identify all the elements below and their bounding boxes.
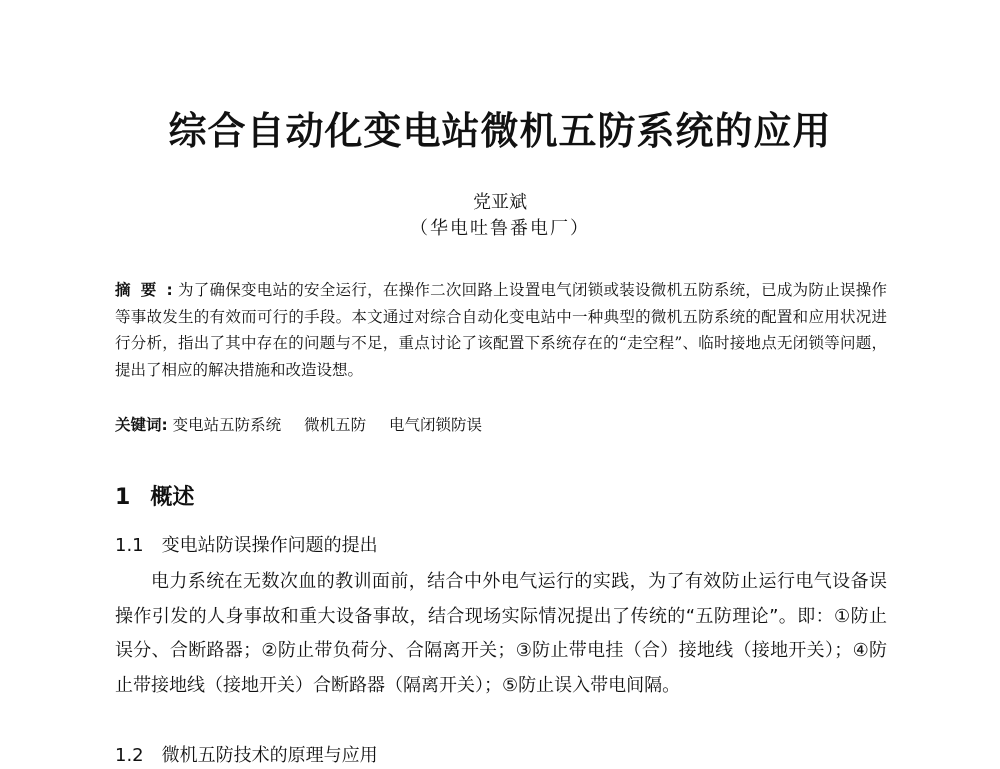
abstract-text: 为了确保变电站的安全运行，在操作二次回路上设置电气闭锁或装设微机五防系统，已成为防止误操作等事故发生的有效而可行的手段。本文通过对综合自动化变电站中一种典型的微机五防系统的配置和应用状况进行分析，指出了其中存在的问题与不足，重点讨论了该配置下系统存在的“走空程”、临时接地点无闭锁等问题，提出了相应的解决措施和改造设想。 bbox=[115, 281, 887, 379]
body-paragraph: 电力系统在无数次血的教训面前，结合中外电气运行的实践，为了有效防止运行电气设备误操作引发的人身事故和重大设备事故，结合现场实际情况提出了传统的“五防理论”。即：①防止误分、合断路器；②防止带负荷分、合隔离开关；③防止带电挂（合）接地线（接地开关）；④防止带接地线（接地开关）合断路器（隔离开关）；⑤防止误入带电间隔。 bbox=[115, 571, 887, 696]
subsection-number: 1.1 bbox=[115, 535, 144, 556]
keywords bbox=[115, 412, 887, 438]
section-number: 1 bbox=[115, 485, 131, 510]
keywords-label: 关键词: bbox=[115, 416, 168, 434]
keyword-item: 电气闭锁防误 bbox=[389, 416, 483, 434]
subsection-title: 变电站防误操作问题的提出 bbox=[161, 535, 378, 556]
paper-title: 综合自动化变电站微机五防系统的应用 bbox=[168, 109, 832, 153]
abstract-label: 摘要 bbox=[115, 281, 167, 299]
keyword-item: 微机五防 bbox=[304, 416, 367, 434]
abstract bbox=[115, 277, 887, 383]
subsection-heading-1-2 bbox=[115, 743, 378, 769]
section-heading-1 bbox=[115, 482, 194, 514]
author-name: 党亚斌 bbox=[473, 192, 527, 213]
subsection-title: 微机五防技术的原理与应用 bbox=[161, 745, 378, 766]
section-title: 概述 bbox=[150, 485, 195, 510]
subsection-number: 1.2 bbox=[115, 745, 144, 766]
author-affiliation: （华电吐鲁番电厂） bbox=[410, 218, 590, 239]
abstract-label-colon: : bbox=[166, 281, 173, 299]
subsection-heading-1-1 bbox=[115, 533, 378, 559]
keyword-item: 变电站五防系统 bbox=[172, 416, 282, 434]
